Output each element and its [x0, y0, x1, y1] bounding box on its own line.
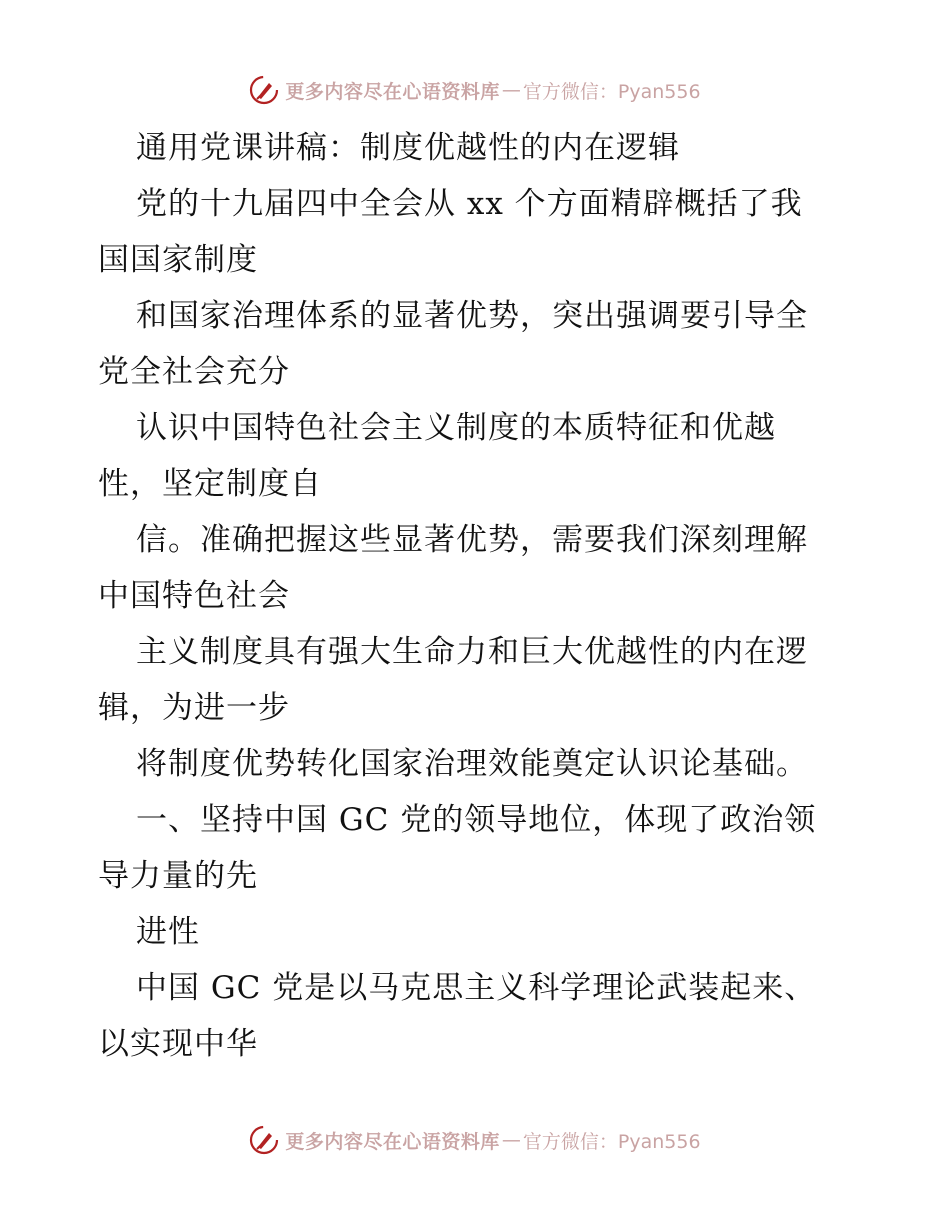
banner-account: 官方微信：Pyan556: [522, 1130, 701, 1153]
doc-line: 进性: [136, 914, 200, 950]
doc-line: 性，坚定制度自: [98, 466, 322, 502]
doc-line: 主义制度具有强大生命力和巨大优越性的内在逻: [136, 634, 808, 670]
header-watermark-banner: [0, 72, 950, 108]
doc-line: 中国 GC 党是以马克思主义科学理论武装起来、: [136, 970, 817, 1006]
doc-line: 和国家治理体系的显著优势，突出强调要引导全: [136, 298, 808, 334]
quill-logo-icon: [249, 1125, 279, 1155]
banner-separator: —: [501, 1129, 521, 1151]
banner-text: 更多内容尽在心语资料库: [285, 80, 500, 103]
banner-text: 更多内容尽在心语资料库: [285, 1130, 500, 1153]
footer-watermark-banner: [0, 1122, 950, 1158]
quill-logo-icon: [249, 75, 279, 105]
doc-line: 辑，为进一步: [98, 690, 290, 726]
doc-line: 认识中国特色社会主义制度的本质特征和优越: [136, 410, 776, 446]
doc-line: 中国特色社会: [98, 578, 290, 614]
doc-line: 信。准确把握这些显著优势，需要我们深刻理解: [136, 522, 808, 558]
doc-title: 通用党课讲稿：制度优越性的内在逻辑: [136, 130, 680, 166]
doc-line: 导力量的先: [98, 858, 258, 894]
doc-line: 国国家制度: [98, 242, 258, 278]
doc-line: 将制度优势转化国家治理效能奠定认识论基础。: [136, 746, 808, 782]
doc-line: 党的十九届四中全会从 xx 个方面精辟概括了我: [136, 186, 803, 222]
doc-line: 以实现中华: [98, 1026, 258, 1062]
document-body: [98, 120, 858, 1072]
banner-account: 官方微信：Pyan556: [522, 80, 701, 103]
doc-line: 党全社会充分: [98, 354, 290, 390]
section-heading: 一、坚持中国 GC 党的领导地位，体现了政治领: [136, 802, 817, 838]
banner-separator: —: [501, 79, 521, 101]
